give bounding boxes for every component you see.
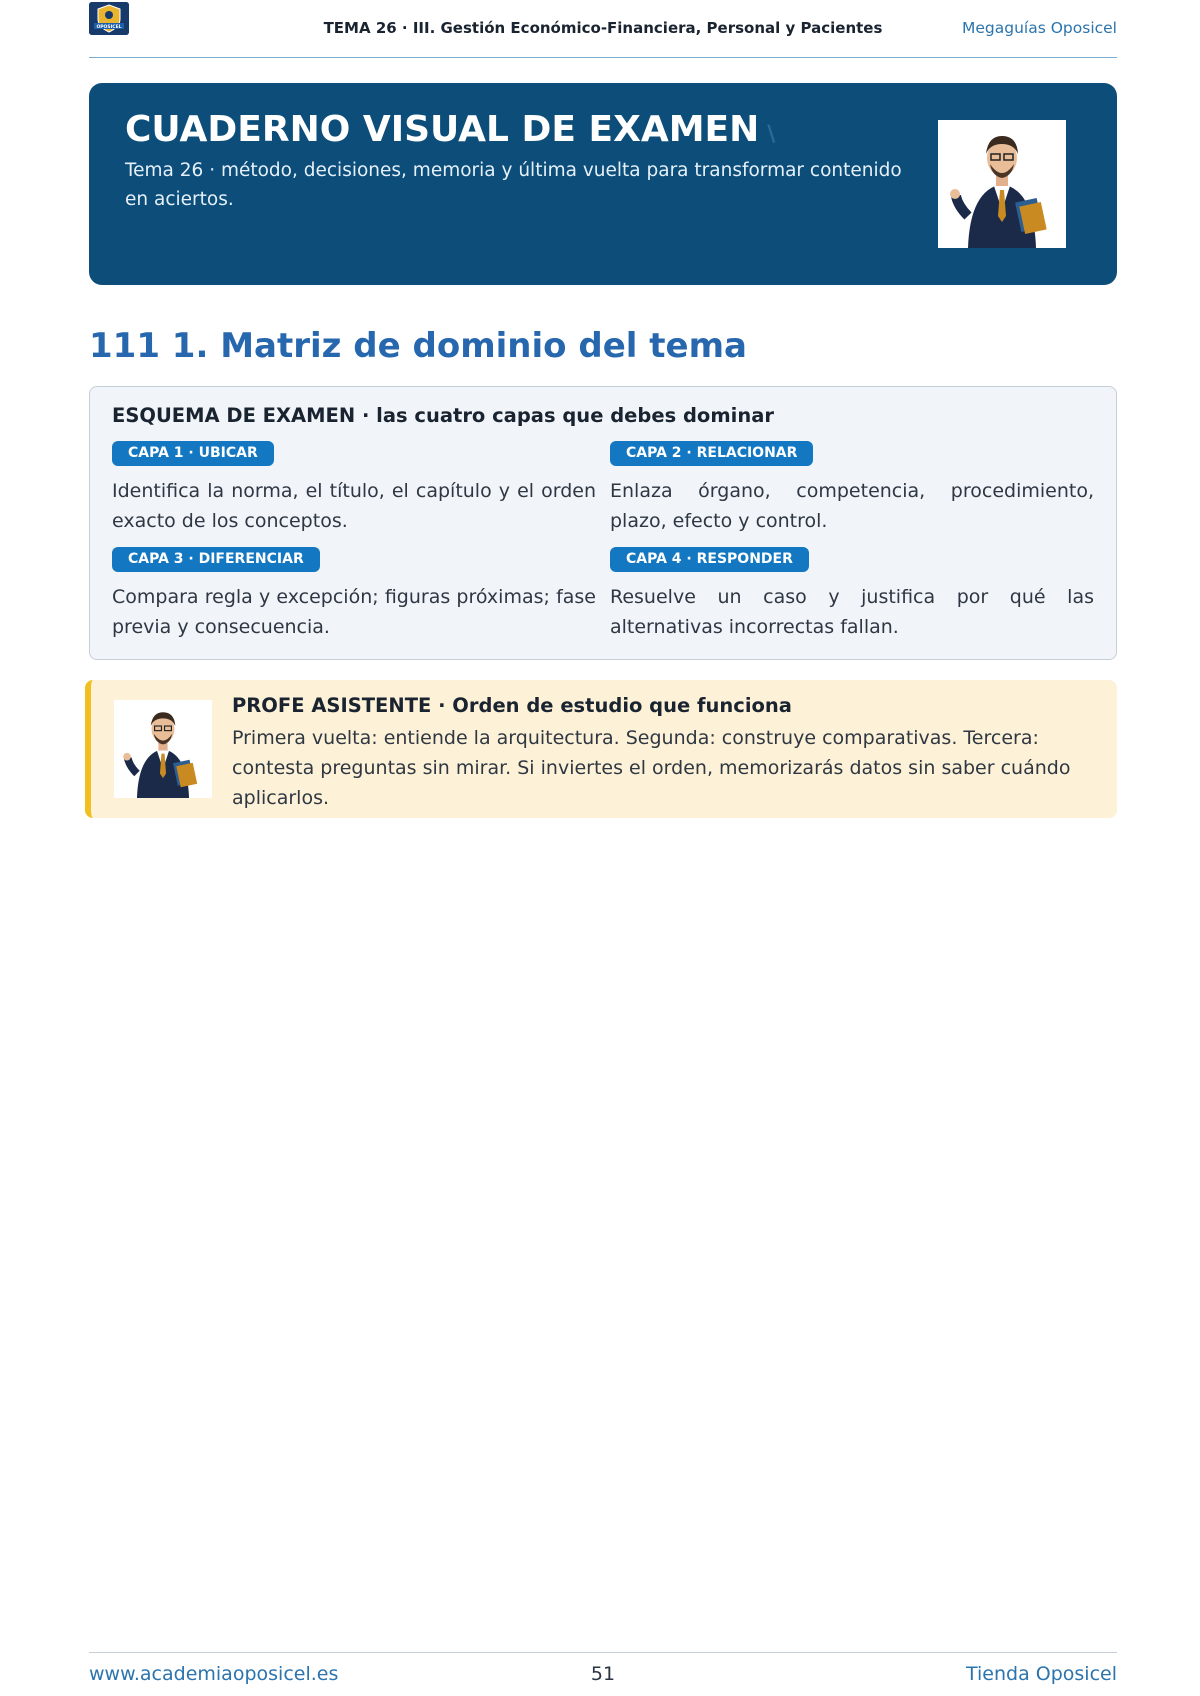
layer-2 xyxy=(610,441,1094,536)
layer-1-text: Identifica la norma, el título, el capítulo y el orden exacto de los conceptos. xyxy=(112,480,596,532)
footer-store-link[interactable]: Tienda Oposicel xyxy=(965,1663,1117,1685)
banner-title-text: CUADERNO VISUAL DE EXAMEN xyxy=(125,109,760,150)
layer-3-text: Compara regla y excepción; figuras próximas; fase previa y consecuencia. xyxy=(112,586,596,638)
layer-3-badge: CAPA 3 · DIFERENCIAR xyxy=(112,547,320,572)
layer-4-badge: CAPA 4 · RESPONDER xyxy=(610,547,809,572)
layer-2-badge: CAPA 2 · RELACIONAR xyxy=(610,441,813,466)
page-header xyxy=(89,0,1117,58)
layer-1-badge: CAPA 1 · UBICAR xyxy=(112,441,274,466)
scheme-title: ESQUEMA DE EXAMEN · las cuatro capas que debes dominar xyxy=(112,404,774,427)
tip-text: Primera vuelta: entiende la arquitectura. Segunda: construye comparativas. Tercera: contesta preguntas sin mirar. Si inviertes el orden, memorizarás datos sin saber cuándo aplicarlos. xyxy=(232,727,1071,809)
page-footer xyxy=(89,1652,1117,1696)
layer-4 xyxy=(610,547,1094,642)
layer-1 xyxy=(112,441,596,536)
tip-title: PROFE ASISTENTE · Orden de estudio que funciona xyxy=(232,694,792,717)
title-banner xyxy=(89,83,1117,285)
assistant-avatar xyxy=(114,700,212,798)
header-brand: Megaguías Oposicel xyxy=(962,19,1117,37)
banner-subtitle: Tema 26 · método, decisiones, memoria y última vuelta para transformar contenido en aciertos. xyxy=(125,160,902,210)
section-title: 111 1. Matriz de dominio del tema xyxy=(89,326,747,366)
layer-3 xyxy=(112,547,596,642)
banner-mark: \ xyxy=(767,122,776,147)
logo-text: OPOSICEL xyxy=(96,25,122,30)
exam-scheme-box xyxy=(89,386,1117,660)
page-number: 51 xyxy=(590,1663,616,1685)
layer-4-text: Resuelve un caso y justifica por qué las alternativas incorrectas fallan. xyxy=(610,586,1094,638)
banner-title xyxy=(125,109,775,150)
layer-2-text: Enlaza órgano, competencia, procedimiento, plazo, efecto y control. xyxy=(610,480,1094,532)
header-topic-title: TEMA 26 · III. Gestión Económico-Financiera, Personal y Pacientes xyxy=(323,19,883,37)
footer-website-link[interactable]: www.academiaoposicel.es xyxy=(89,1663,339,1685)
teacher-illustration xyxy=(938,120,1066,248)
assistant-tip-box xyxy=(85,680,1117,818)
